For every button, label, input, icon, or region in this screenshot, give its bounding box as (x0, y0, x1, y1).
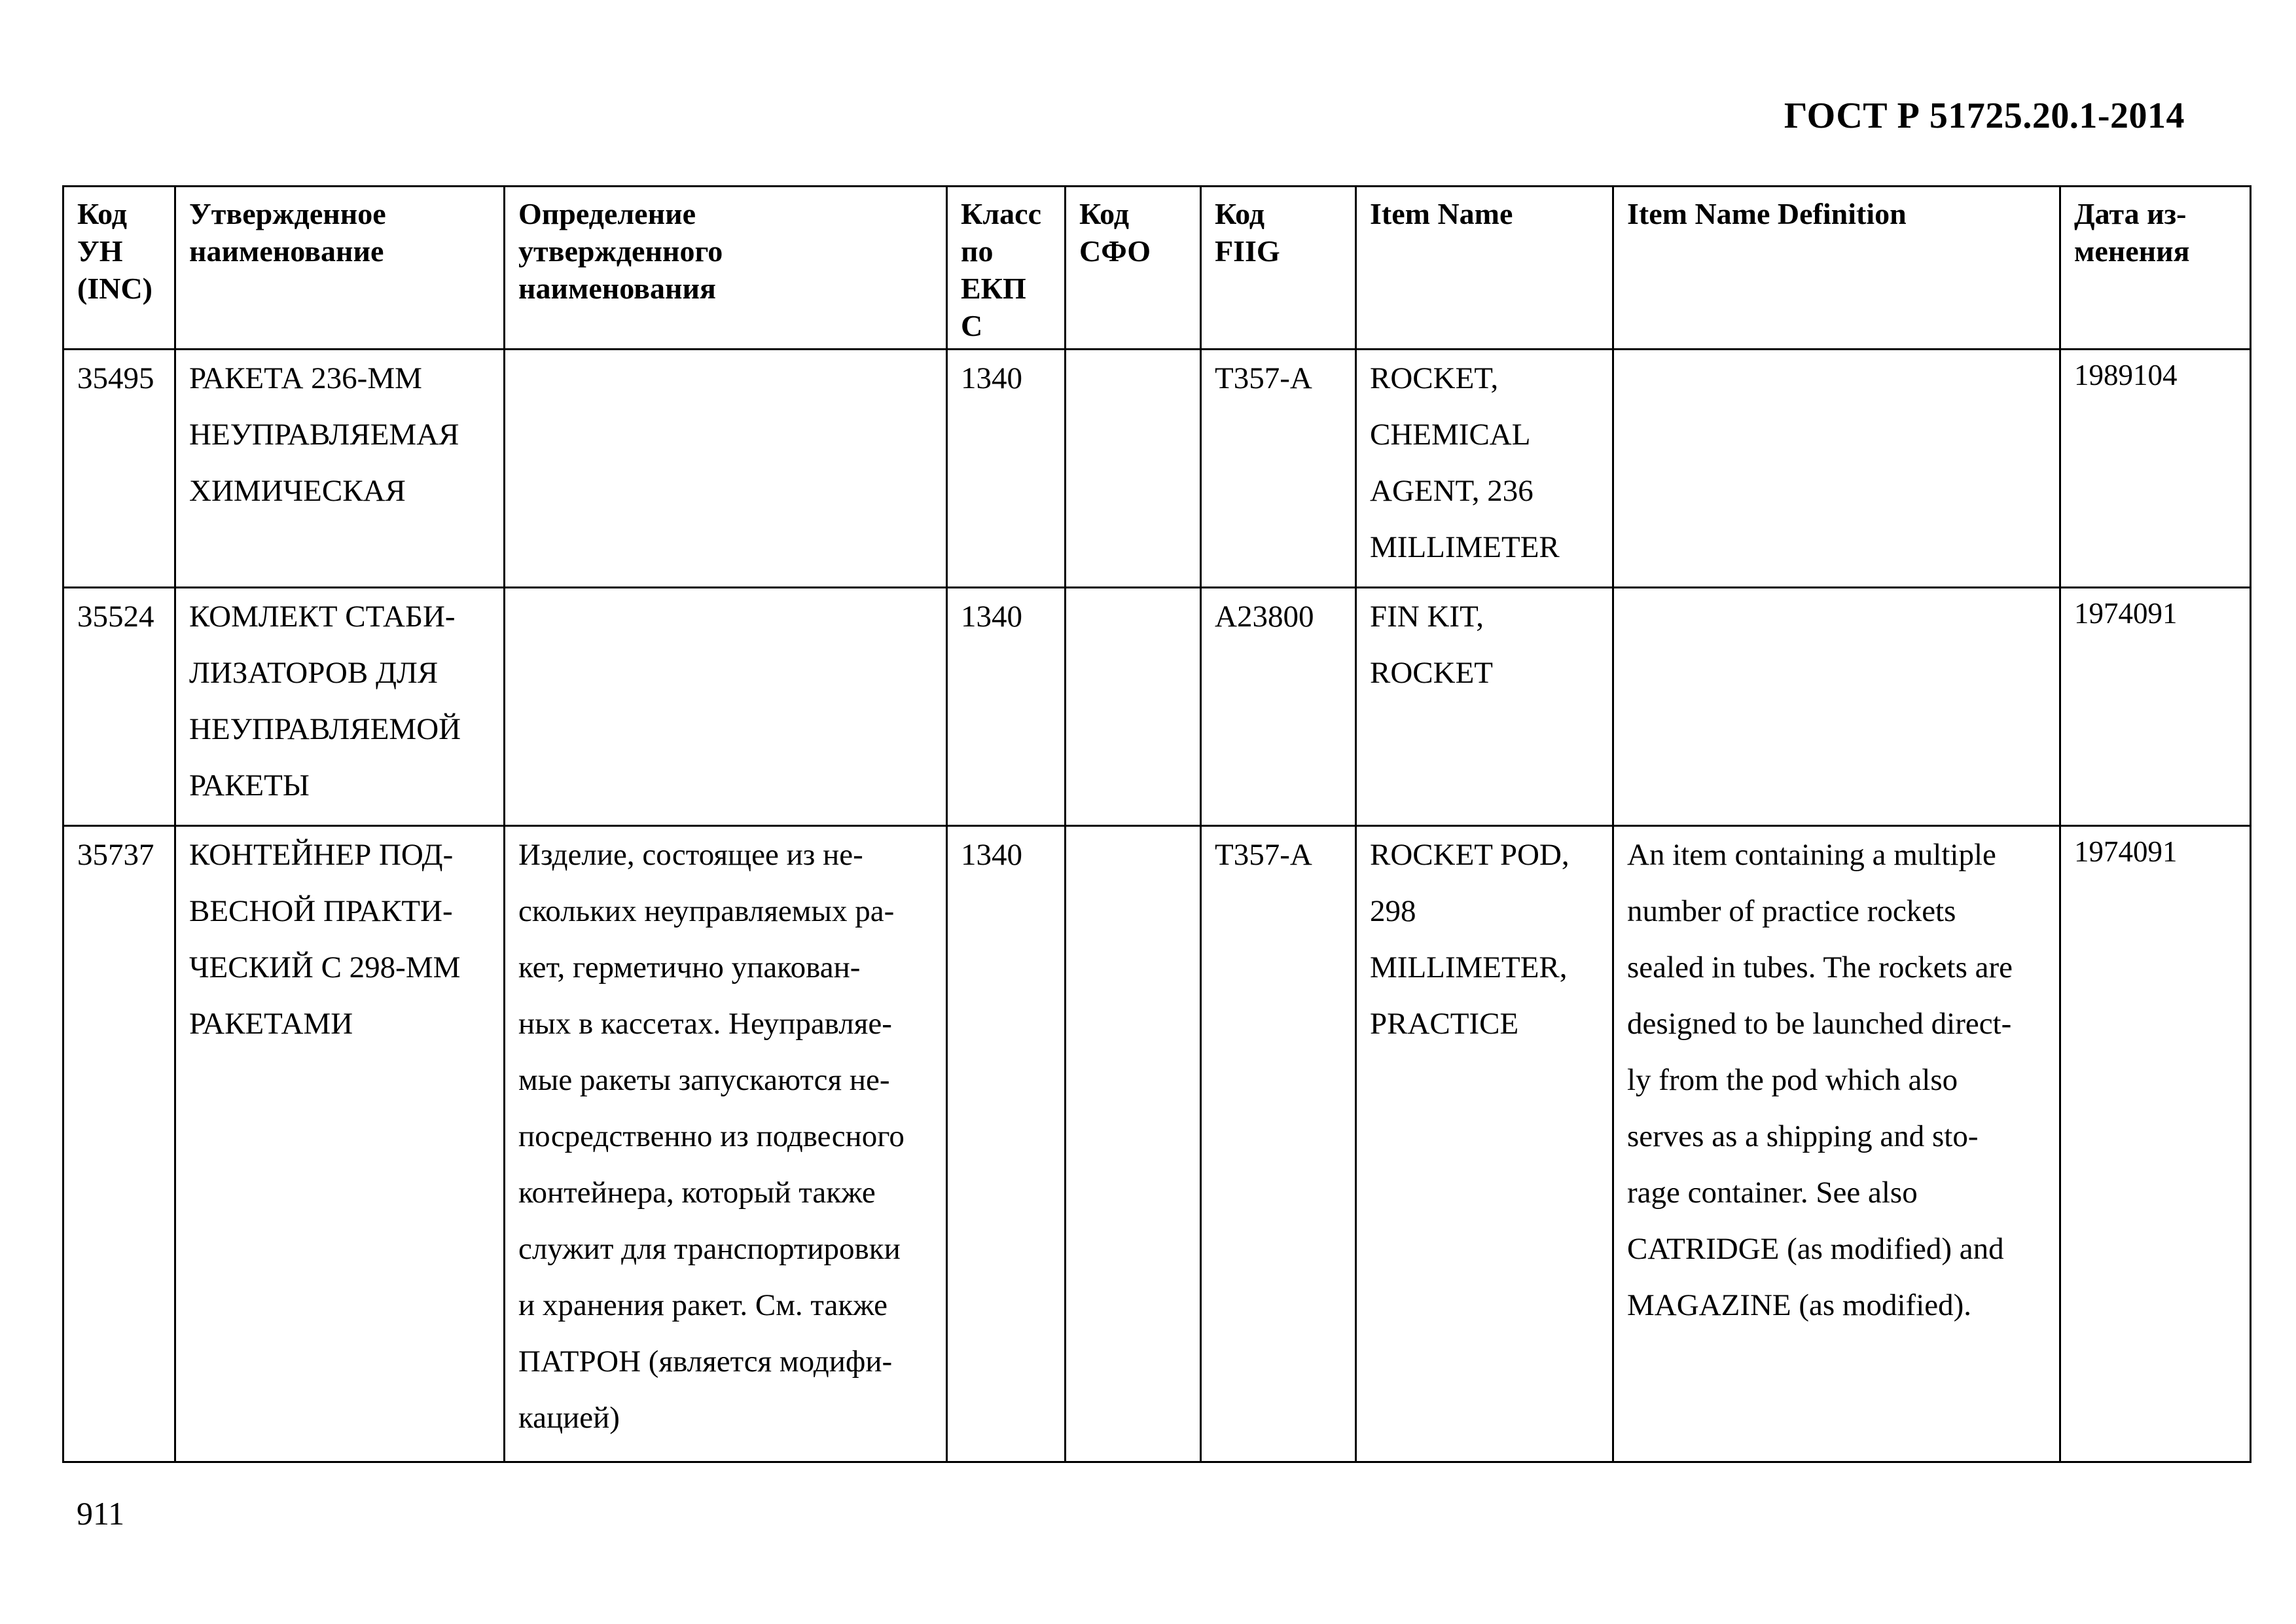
cell-approved-name: РАКЕТА 236-ММ НЕУПРАВЛЯЕМАЯ ХИМИЧЕСКАЯ (175, 350, 505, 588)
cell-inc: 35737 (63, 826, 175, 1462)
cell-item-name: FIN KIT, ROCKET (1356, 588, 1613, 826)
table-row (63, 350, 2251, 588)
col-header-definition: Определение утвержденного наименования (505, 187, 947, 350)
col-header-fiig: Код FIIG (1201, 187, 1356, 350)
col-header-item-name-definition: Item Name Definition (1613, 187, 2060, 350)
cell-fiig: T357-A (1201, 826, 1356, 1462)
col-header-class: Класс по ЕКП С (947, 187, 1066, 350)
col-header-inc: Код УН (INC) (63, 187, 175, 350)
cell-sfo (1066, 350, 1201, 588)
col-header-approved-name: Утвержденное наименование (175, 187, 505, 350)
cell-item-name: ROCKET POD, 298 MILLIMETER, PRACTICE (1356, 826, 1613, 1462)
cell-sfo (1066, 588, 1201, 826)
cell-class: 1340 (947, 826, 1066, 1462)
cell-item-name: ROCKET, CHEMICAL AGENT, 236 MILLIMETER (1356, 350, 1613, 588)
cell-inc: 35495 (63, 350, 175, 588)
cell-approved-name: КОМЛЕКТ СТАБИ- ЛИЗАТОРОВ ДЛЯ НЕУПРАВЛЯЕМОЙ РАКЕТЫ (175, 588, 505, 826)
cell-change-date: 1974091 (2060, 826, 2251, 1462)
document-standard-title: ГОСТ Р 51725.20.1-2014 (1784, 96, 2185, 136)
cell-sfo (1066, 826, 1201, 1462)
cell-definition: Изделие, состоящее из не- скольких неуправляемых ра- кет, герметично упакован- ных в кассетах. Неуправляе- мые ракеты запускаются не- посредственно из подвесного контейнера, который также служит для транспортировки и хранения ракет. См. также ПАТРОН (является модифи- кацией) (505, 826, 947, 1462)
cell-fiig: A23800 (1201, 588, 1356, 826)
cell-class: 1340 (947, 350, 1066, 588)
cell-inc: 35524 (63, 588, 175, 826)
cell-change-date: 1989104 (2060, 350, 2251, 588)
table-row (63, 588, 2251, 826)
cell-approved-name: КОНТЕЙНЕР ПОД- ВЕСНОЙ ПРАКТИ- ЧЕСКИЙ С 298-ММ РАКЕТАМИ (175, 826, 505, 1462)
cell-class: 1340 (947, 588, 1066, 826)
item-names-table (62, 185, 2251, 1463)
cell-definition (505, 350, 947, 588)
col-header-sfo: Код СФО (1066, 187, 1201, 350)
table-header-row (63, 187, 2251, 350)
cell-item-definition (1613, 588, 2060, 826)
cell-change-date: 1974091 (2060, 588, 2251, 826)
col-header-change-date: Дата из- менения (2060, 187, 2251, 350)
col-header-item-name: Item Name (1356, 187, 1613, 350)
cell-definition (505, 588, 947, 826)
cell-fiig: T357-A (1201, 350, 1356, 588)
cell-item-definition: An item containing a multiple number of practice rockets sealed in tubes. The rockets are designed to be launched direct- ly from the pod which also serves as a shipping and sto- rage container. See also CATRIDGE (as modified) and MAGAZINE (as modified). (1613, 826, 2060, 1462)
page-number: 911 (77, 1495, 125, 1532)
table-row (63, 826, 2251, 1462)
cell-item-definition (1613, 350, 2060, 588)
